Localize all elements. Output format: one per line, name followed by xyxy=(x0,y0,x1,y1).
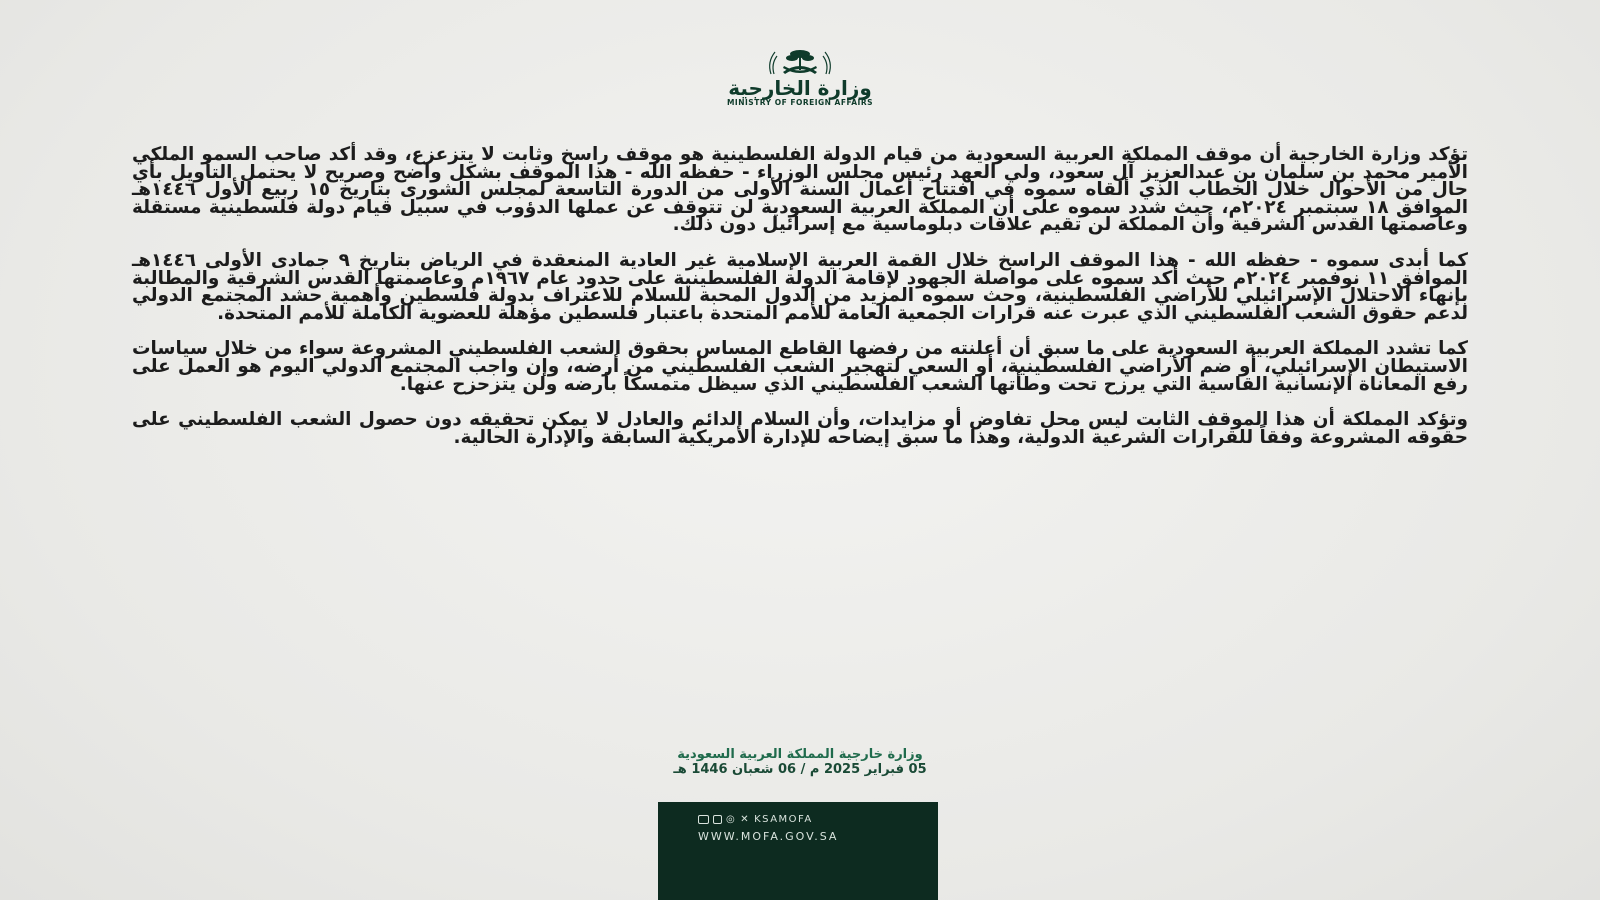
paragraph-3: كما تشدد المملكة العربية السعودية على ما سبق أن أعلنته من رفضها القاطع المساس بحقوق الشعب الفلسطيني المشروعة سواء من خلال سياسات الاستيطان الإسرائيلي، أو ضم الأراضي الفلسطينية، أو السعي لتهجير الشعب الفلسطيني من أرضه، وإن واجب المجتمع الدولي اليوم هو العمل على رفع المعاناة الإنسانية القاسية التي يرزح تحت وطأتها الشعب الفلسطيني الذي سيظل متمسكاً بأرضه ولن يتزحزح عنها. xyxy=(132,338,1468,395)
website-link[interactable]: WWW.MOFA.GOV.SA xyxy=(698,830,839,843)
paragraph-2: كما أبدى سموه - حفظه الله - هذا الموقف الراسخ خلال القمة العربية الإسلامية غير العادية المنعقدة في الرياض بتاريخ ٩ جمادى الأولى ١٤٤٦هـ الموافق ١١ نوفمبر ٢٠٢٤م حيث أكد سموه على مواصلة الجهود لإقامة الدولة الفلسطينية على حدود عام ١٩٦٧م وعاصمتها القدس الشرقية والمطالبة بإنهاء الاحتلال الإسرائيلي للأراضي الفلسطينية، وحث سموه المزيد من الدول المحبة للسلام للاعتراف بدولة فلسطين وأهمية حشد المجتمع الدولي لدعم حقوق الشعب الفلسطيني الذي عبرت عنه قرارات الجمعية العامة للأمم المتحدة باعتبار فلسطين مؤهلة للعضوية الكاملة للأمم المتحدة. xyxy=(132,249,1469,324)
logo-english-text: MINISTRY OF FOREIGN AFFAIRS xyxy=(726,98,874,107)
facebook-icon[interactable] xyxy=(713,815,722,824)
paragraph-1: تؤكد وزارة الخارجية أن موقف المملكة العربية السعودية من قيام الدولة الفلسطينية هو موقف راسخ وثابت لا يتزعزع، وقد أكد صاحب السمو الملكي الأمير محمد بن سلمان بن عبدالعزيز آل سعود، ولي العهد رئيس مجلس الوزراء - حفظه الله - هذا الموقف بشكل واضح وصريح لا يحتمل التأويل بأي حال من الأحوال خلال الخطاب الذي ألقاه سموه في افتتاح أعمال السنة الأولى من الدورة التاسعة لمجلس الشورى بتاريخ ١٥ ربيع الأول ١٤٤٦هـ الموافق ١٨ سبتمبر ٢٠٢٤م، حيث شدد سموه على أن المملكة العربية السعودية لن تتوقف عن عملها الدؤوب في سبيل قيام دولة فلسطينية مستقلة وعاصمتها القدس الشرقية وأن المملكة لن تقيم علاقات دبلوماسية مع إسرائيل دون ذلك. xyxy=(132,144,1468,236)
logo-arabic-text: وزارة الخارجية xyxy=(728,76,872,100)
emblem-icon xyxy=(765,46,835,80)
footer-panel xyxy=(658,802,938,900)
x-icon[interactable]: ✕ xyxy=(740,814,751,825)
social-row xyxy=(698,814,813,825)
instagram-icon[interactable]: ◎ xyxy=(726,814,737,825)
social-handle: KSAMOFA xyxy=(754,814,813,825)
signature-issuer: وزارة خارجية المملكة العربية السعودية xyxy=(677,747,923,762)
youtube-icon[interactable] xyxy=(698,815,709,824)
paragraph-4: وتؤكد المملكة أن هذا الموقف الثابت ليس محل تفاوض أو مزايدات، وأن السلام الدائم والعادل لا يمكن تحقيقه دون حصول الشعب الفلسطيني على حقوقه المشروعة وفقاً للقرارات الشرعية الدولية، وهذا ما سبق إيضاحه للإدارة الأمريكية السابقة والإدارة الحالية. xyxy=(132,409,1468,448)
signature-date: 05 فبراير 2025 م / 06 شعبان 1446 هـ xyxy=(673,762,927,777)
ministry-logo xyxy=(690,46,910,110)
signature-block xyxy=(520,747,1080,777)
statement-body xyxy=(132,146,1468,464)
